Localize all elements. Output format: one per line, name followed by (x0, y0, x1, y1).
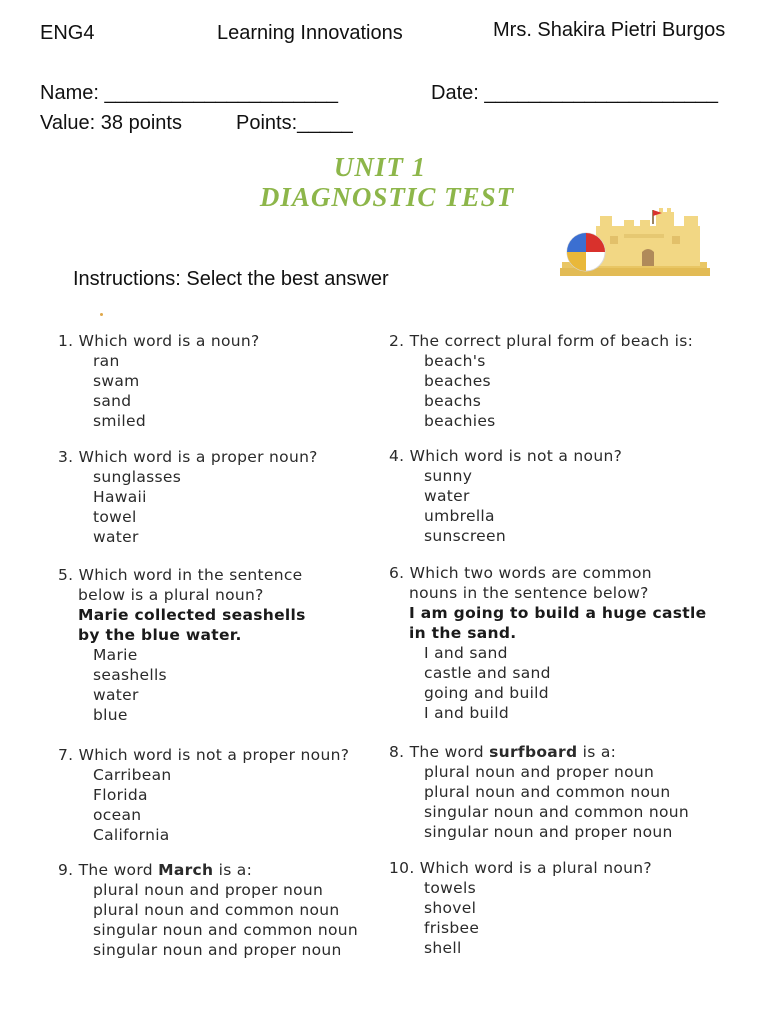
question-6 (389, 563, 706, 723)
stem-keyword: March (158, 861, 214, 879)
question-stem: 3. Which word is a proper noun? (58, 448, 318, 466)
test-title: DIAGNOSTIC TEST (259, 182, 515, 212)
question-4 (389, 446, 622, 546)
option[interactable]: water (424, 487, 470, 505)
option[interactable]: blue (93, 706, 128, 724)
question-sentence: I am going to build a huge castle (409, 604, 707, 622)
course-code: ENG4 (40, 22, 95, 44)
option[interactable]: I and sand (424, 644, 508, 662)
option[interactable]: towels (424, 879, 476, 897)
instructions: Instructions: Select the best answer (73, 268, 389, 290)
question-stem: 2. The correct plural form of beach is: (389, 332, 694, 350)
question-9 (58, 860, 358, 960)
option[interactable]: smiled (93, 412, 146, 430)
stem-keyword: surfboard (489, 743, 578, 761)
stem-text: is a: (213, 861, 253, 879)
option[interactable]: ocean (93, 806, 142, 824)
question-5 (58, 565, 306, 725)
value-label: Value: 38 points (40, 112, 182, 134)
option[interactable]: beach's (424, 352, 486, 370)
option[interactable]: Marie (93, 646, 138, 664)
option[interactable]: singular noun and proper noun (93, 941, 342, 959)
decorative-dot (100, 313, 103, 316)
unit-title: UNIT 1 (333, 152, 427, 182)
option[interactable]: beachs (424, 392, 482, 410)
option[interactable]: swam (93, 372, 140, 390)
option[interactable]: seashells (93, 666, 167, 684)
option[interactable]: Hawaii (93, 488, 147, 506)
option[interactable]: singular noun and proper noun (424, 823, 673, 841)
points-field[interactable]: Points:_____ (236, 112, 353, 134)
option[interactable]: castle and sand (424, 664, 551, 682)
option[interactable]: umbrella (424, 507, 495, 525)
option[interactable]: water (93, 528, 139, 546)
question-7 (58, 745, 349, 845)
question-stem: 7. Which word is not a proper noun? (58, 746, 350, 764)
question-1 (58, 331, 260, 431)
stem-text: is a: (577, 743, 617, 761)
question-stem-line-2: nouns in the sentence below? (409, 584, 649, 602)
sandcastle-beachball-icon (560, 206, 710, 278)
option[interactable]: going and build (424, 684, 549, 702)
option[interactable]: I and build (424, 704, 510, 722)
option[interactable]: ran (93, 352, 120, 370)
question-3 (58, 447, 318, 547)
option[interactable]: beaches (424, 372, 491, 390)
question-sentence: Marie collected seashells (78, 606, 306, 624)
program-name: Learning Innovations (217, 22, 403, 44)
question-stem: 6. Which two words are common (389, 564, 652, 582)
option[interactable]: shell (424, 939, 462, 957)
option[interactable]: singular noun and common noun (93, 921, 359, 939)
option[interactable]: plural noun and proper noun (93, 881, 324, 899)
option[interactable]: California (93, 826, 170, 844)
question-stem-line-2: below is a plural noun? (78, 586, 264, 604)
question-8 (389, 742, 689, 842)
stem-text: 9. The word (58, 861, 159, 879)
name-field[interactable]: Name: _____________________ (40, 82, 339, 104)
question-2 (389, 331, 693, 431)
question-stem: 5. Which word in the sentence (58, 566, 303, 584)
date-field[interactable]: Date: _____________________ (431, 82, 718, 104)
option[interactable]: sunglasses (93, 468, 182, 486)
question-stem (389, 742, 689, 762)
question-sentence: in the sand. (409, 624, 517, 642)
option[interactable]: plural noun and common noun (424, 783, 671, 801)
option[interactable]: singular noun and common noun (424, 803, 690, 821)
option[interactable]: sunscreen (424, 527, 506, 545)
question-sentence: by the blue water. (78, 626, 242, 644)
option[interactable]: plural noun and proper noun (424, 763, 655, 781)
option[interactable]: sunny (424, 467, 473, 485)
teacher-name: Mrs. Shakira Pietri Burgos (493, 19, 726, 41)
question-stem (58, 860, 358, 880)
option[interactable]: plural noun and common noun (93, 901, 340, 919)
option[interactable]: towel (93, 508, 137, 526)
question-stem: 4. Which word is not a noun? (389, 447, 623, 465)
option[interactable]: frisbee (424, 919, 480, 937)
option[interactable]: Florida (93, 786, 148, 804)
option[interactable]: shovel (424, 899, 477, 917)
question-10 (389, 858, 652, 958)
option[interactable]: sand (93, 392, 132, 410)
option[interactable]: water (93, 686, 139, 704)
question-stem: 1. Which word is a noun? (58, 332, 260, 350)
option[interactable]: beachies (424, 412, 496, 430)
stem-text: 8. The word (389, 743, 490, 761)
question-stem: 10. Which word is a plural noun? (389, 859, 652, 877)
option[interactable]: Carribean (93, 766, 172, 784)
